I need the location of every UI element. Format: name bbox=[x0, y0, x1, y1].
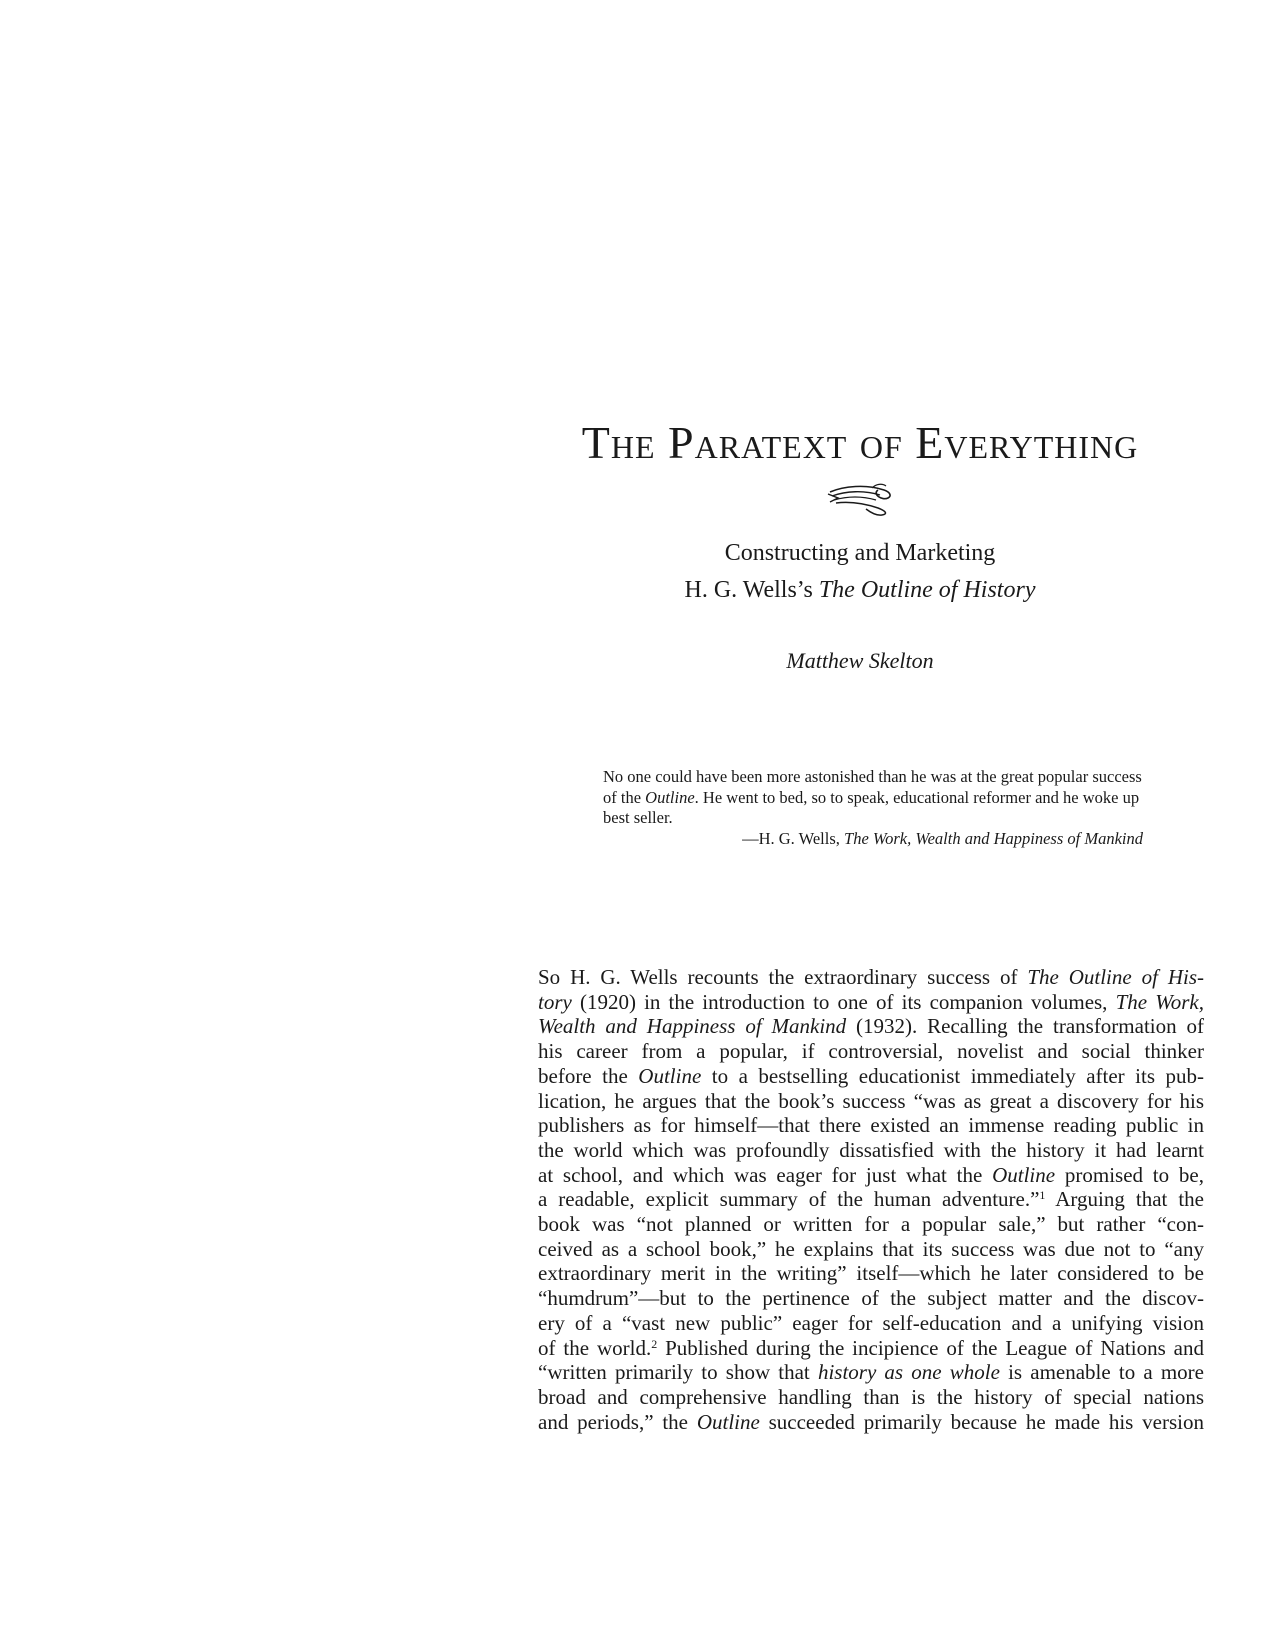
subtitle-line-2-prefix: H. G. Wells’s bbox=[684, 577, 819, 603]
body-line: the world which was profoundly dissatisfied with the history it had learnt bbox=[538, 1137, 1204, 1162]
subtitle-line-2 bbox=[540, 572, 1180, 609]
body-text: a readable, explicit summary of the human adventure.” bbox=[538, 1187, 1040, 1212]
fleuron-icon bbox=[826, 482, 896, 518]
body-line: extraordinary merit in the writing” itself—which he later considered to be bbox=[538, 1261, 1204, 1286]
body-text: “written primarily to show that bbox=[538, 1360, 818, 1385]
epigraph-italic: Outline bbox=[645, 787, 695, 807]
body-text: to a bestselling educationist immediately after its pub- bbox=[701, 1063, 1204, 1088]
body-text: Arguing that the bbox=[1045, 1187, 1204, 1212]
body-line: publishers as for himself—that there existed an immense reading public in bbox=[538, 1113, 1204, 1138]
body-italic: Outline bbox=[638, 1063, 702, 1088]
body-text: (1920) in the introduction to one of its companion volumes, bbox=[571, 989, 1116, 1014]
footnote-ref[interactable]: 2 bbox=[651, 1336, 658, 1351]
body-line: “humdrum”—but to the pertinence of the subject matter and the discov- bbox=[538, 1286, 1204, 1311]
body-italic: history as one whole bbox=[817, 1360, 1000, 1385]
body-text: is amenable to a more bbox=[999, 1360, 1204, 1385]
body-line: ery of a “vast new public” eager for self-education and a unifying vision bbox=[538, 1310, 1204, 1335]
attribution-prefix: —H. G. Wells, bbox=[742, 828, 845, 848]
body-line: ceived as a school book,” he explains that its success was due not to “any bbox=[538, 1236, 1204, 1261]
epigraph-text-1: No one could have been more astonished than he was at the great popular success of the bbox=[603, 767, 1142, 807]
footnote-ref[interactable]: 1 bbox=[1039, 1188, 1046, 1203]
epigraph-text-2: . He went to bed, so to speak, educational reformer and he woke up best seller. bbox=[603, 787, 1140, 827]
body-line bbox=[538, 1014, 1204, 1039]
body-line bbox=[538, 1187, 1204, 1212]
body-text: at school, and which was eager for just what the bbox=[538, 1162, 993, 1187]
body-text: and periods,” the bbox=[538, 1409, 697, 1434]
body-text: succeeded primarily because he made his version bbox=[759, 1409, 1204, 1434]
epigraph bbox=[603, 767, 1143, 849]
body-line: broad and comprehensive handling than is the history of special nations bbox=[538, 1384, 1204, 1409]
subtitle-line-1: Constructing and Marketing bbox=[724, 540, 996, 566]
body-line: book was “not planned or written for a popular sale,” but rather “con- bbox=[538, 1212, 1204, 1237]
body-italic: Outline bbox=[992, 1162, 1056, 1187]
body-line bbox=[538, 1163, 1204, 1188]
body-line: his career from a popular, if controversial, novelist and social thinker bbox=[538, 1039, 1204, 1064]
body-paragraph bbox=[538, 965, 1204, 1434]
body-italic: tory bbox=[538, 989, 572, 1014]
body-italic: The Outline of His- bbox=[1027, 965, 1204, 989]
body-line bbox=[538, 1336, 1204, 1361]
chapter-title: The Paratext of Everything bbox=[581, 417, 1139, 468]
chapter-subtitle bbox=[540, 535, 1180, 609]
body-line bbox=[538, 990, 1204, 1015]
author-name: Matthew Skelton bbox=[786, 648, 934, 673]
subtitle-book-title: The Outline of History bbox=[818, 577, 1036, 603]
body-text: (1932). Recalling the transformation of bbox=[846, 1014, 1204, 1039]
body-line bbox=[538, 1360, 1204, 1385]
body-line bbox=[538, 965, 1204, 990]
body-italic: Wealth and Happiness of Mankind bbox=[538, 1014, 847, 1039]
epigraph-attribution bbox=[603, 829, 1143, 850]
body-text: before the bbox=[538, 1063, 639, 1088]
body-line bbox=[538, 1064, 1204, 1089]
body-line bbox=[538, 1410, 1204, 1435]
body-italic: The Work, bbox=[1115, 989, 1204, 1014]
body-line: lication, he argues that the book’s success “was as great a discovery for his bbox=[538, 1088, 1204, 1113]
body-italic: Outline bbox=[696, 1409, 760, 1434]
body-text: promised to be, bbox=[1055, 1162, 1204, 1187]
attribution-book-title: The Work, Wealth and Happiness of Mankind bbox=[844, 828, 1143, 848]
body-text: of the world. bbox=[538, 1335, 652, 1360]
body-text: So H. G. Wells recounts the extraordinary success of bbox=[538, 965, 1028, 989]
body-text: Published during the incipience of the League of Nations and bbox=[657, 1335, 1204, 1360]
